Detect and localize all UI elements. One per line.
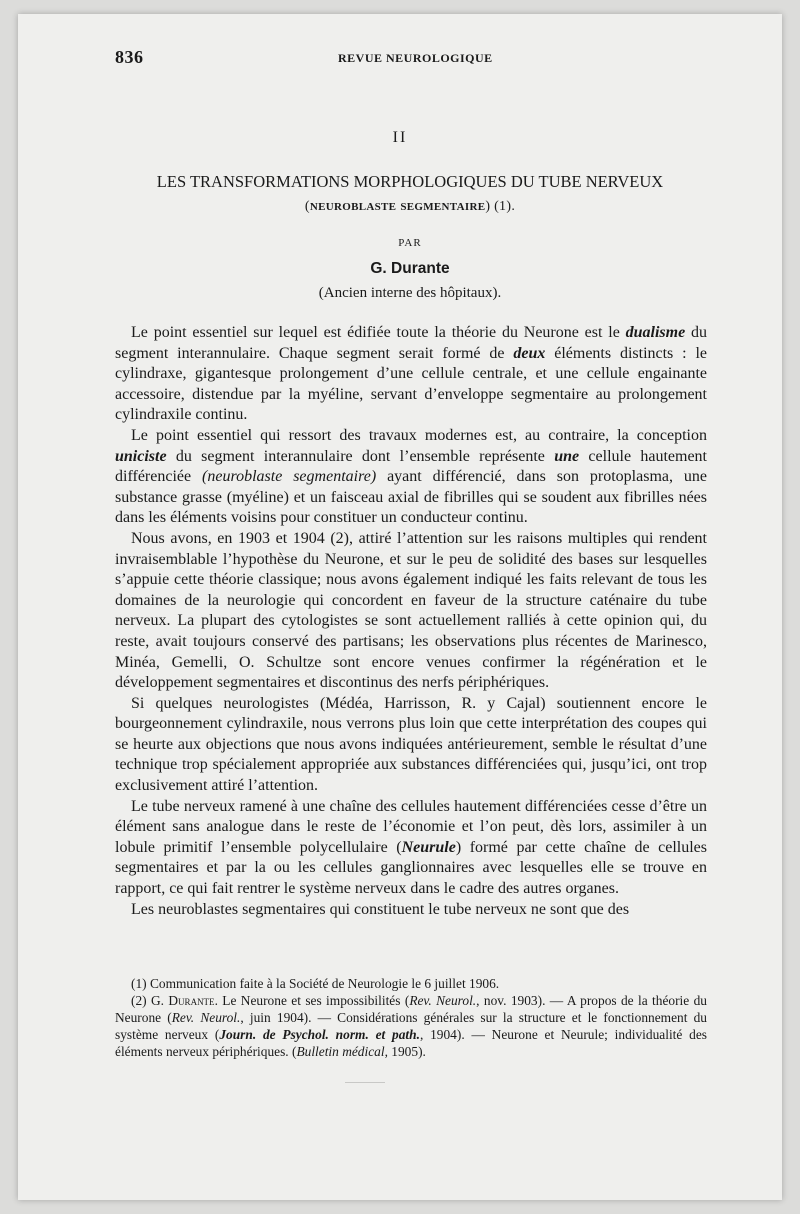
article-subtitle bbox=[100, 198, 720, 215]
section-numeral: II bbox=[392, 129, 408, 146]
paragraph-1 bbox=[115, 323, 707, 426]
p1-emphasis-deux: deux bbox=[513, 344, 546, 362]
subtitle-open: ( bbox=[304, 199, 310, 214]
p2-text-g: ayant différencié, dans son protoplasma, une substance grasse (myéline) et un faisceau axial de fibrilles qui se soudent aux fibrilles nées dans les éléments voisins pour constituer un conducteur continu. bbox=[115, 468, 708, 527]
fn2-text-c: . Le Neurone et ses impossibilités ( bbox=[214, 993, 410, 1008]
paragraph-4: Si quelques neurologistes (Médéa, Harrisson, R. y Cajal) soutiennent encore le bourgeonnement cylindraxile, nous verrons plus loin que cette interprétation des coupes qui se heurte aux objections que nous avons indiquées antérieurement, semble le résultat d’une technique trop spécialement appropriée aux substances différenciées qui, jusqu’ici, ont trop exclusivement attiré l’attention. bbox=[115, 694, 707, 795]
p1-text-c: du segment interannulaire. Chaque segment serait formé de bbox=[115, 324, 708, 362]
article-title: LES TRANSFORMATIONS MORPHOLOGIQUES DU TUBE NERVEUX bbox=[156, 172, 664, 191]
p1-text-e: éléments distincts : le cylindraxe, gigantesque prolongement d’une cellule centrale, et une cellule engainante accessoire, distendue par la myéline, servant d’enveloppe segmentaire au prolongement cylindraxile continu. bbox=[115, 344, 708, 424]
running-title: REVUE NEUROLOGIQUE bbox=[338, 51, 493, 65]
fn2-text-k: , 1905). bbox=[384, 1044, 426, 1059]
fn2-journal-3: Journ. de Psychol. norm. et path. bbox=[219, 1027, 420, 1042]
p5-emphasis-neurule: Neurule bbox=[401, 838, 456, 856]
p5-text-c: ) formé par cette chaîne de cellules segmentaires et par la ou les cellules ganglionnaires avec lesquelles elle se trouve en rapport, ce qui fait rentrer le système nerveux dans le cadre des autres organes. bbox=[115, 838, 708, 898]
fn2-text-g: , juin 1904). — Considérations générales sur la structure et le fonctionnement du système nerveux ( bbox=[115, 1010, 707, 1042]
paragraph-5 bbox=[115, 797, 707, 900]
article-body bbox=[115, 323, 707, 920]
page-number: 836 bbox=[115, 47, 144, 67]
subtitle-close: ) (1). bbox=[485, 199, 516, 214]
fn2-journal-2: Rev. Neurol. bbox=[171, 1010, 241, 1025]
p2-text-c: du segment interannulaire dont l’ensemble représente bbox=[166, 447, 555, 465]
footnote-2 bbox=[115, 992, 707, 1060]
subtitle-caps: neuroblaste segmentaire bbox=[309, 198, 486, 214]
author-name: G. Durante bbox=[370, 260, 450, 277]
p1-text-a: Le point essentiel sur lequel est édifiée toute la théorie du Neurone est le bbox=[131, 324, 626, 341]
footnote-1: (1) Communication faite à la Société de Neurologie le 6 juillet 1906. bbox=[131, 976, 500, 991]
byline: PAR bbox=[398, 237, 422, 249]
fn2-author: Durante bbox=[168, 993, 215, 1008]
author-affiliation: (Ancien interne des hôpitaux). bbox=[318, 285, 502, 301]
p2-emphasis-une: une bbox=[554, 447, 580, 465]
p2-text-a: Le point essentiel qui ressort des travaux modernes est, au contraire, la conception bbox=[131, 426, 707, 444]
p2-emphasis-uniciste: uniciste bbox=[115, 447, 167, 465]
fn2-text-e: , nov. 1903). — A propos de la théorie du Neurone ( bbox=[115, 993, 707, 1025]
paragraph-6: Les neuroblastes segmentaires qui constituent le tube nerveux ne sont que des bbox=[131, 900, 630, 918]
paragraph-2 bbox=[115, 426, 707, 529]
fn2-text-i: , 1904). — Neurone et Neurule; individualité des éléments nerveux périphériques. ( bbox=[115, 1027, 707, 1059]
p2-emphasis-neuroblaste: (neuroblaste segmentaire) bbox=[202, 468, 377, 486]
fn2-journal-4: Bulletin médical bbox=[296, 1044, 385, 1059]
p2-text-e: cellule hautement différenciée bbox=[115, 447, 708, 486]
p5-text-a: Le tube nerveux ramené à une chaîne des cellules hautement différenciées cesse d’être un élément sans analogue dans le reste de l’économie et l’on peut, dès lors, assimiler à un lobule primitif l’ensemble polycellulaire ( bbox=[115, 797, 707, 856]
bottom-rule bbox=[345, 1082, 385, 1083]
p1-emphasis-dualisme: dualisme bbox=[625, 324, 686, 341]
paragraph-3: Nous avons, en 1903 et 1904 (2), attiré l’attention sur les raisons multiples qui rendent invraisemblable l’hypothèse du Neurone, et sur le peu de solidité des bases sur lesquelles s’appuie cette théorie classique; nous avons également indiqué les faits relevant de tous les domaines de la neurologie qui concordent en faveur de la structure caténaire du tube nerveux. La plupart des cytologistes se sont actuellement ralliés à cette opinion qui, du reste, avait toujours conservé des partisans; les observations plus récentes de Marinesco, Minéa, Gemelli, O. Schultze sont encore venues confirmer la régénération et le développement segmentaires et discontinus des nerfs périphériques. bbox=[115, 529, 707, 692]
fn2-text-a: (2) G. bbox=[131, 993, 169, 1008]
footnotes bbox=[115, 975, 707, 1060]
fn2-journal-1: Rev. Neurol. bbox=[409, 993, 477, 1008]
